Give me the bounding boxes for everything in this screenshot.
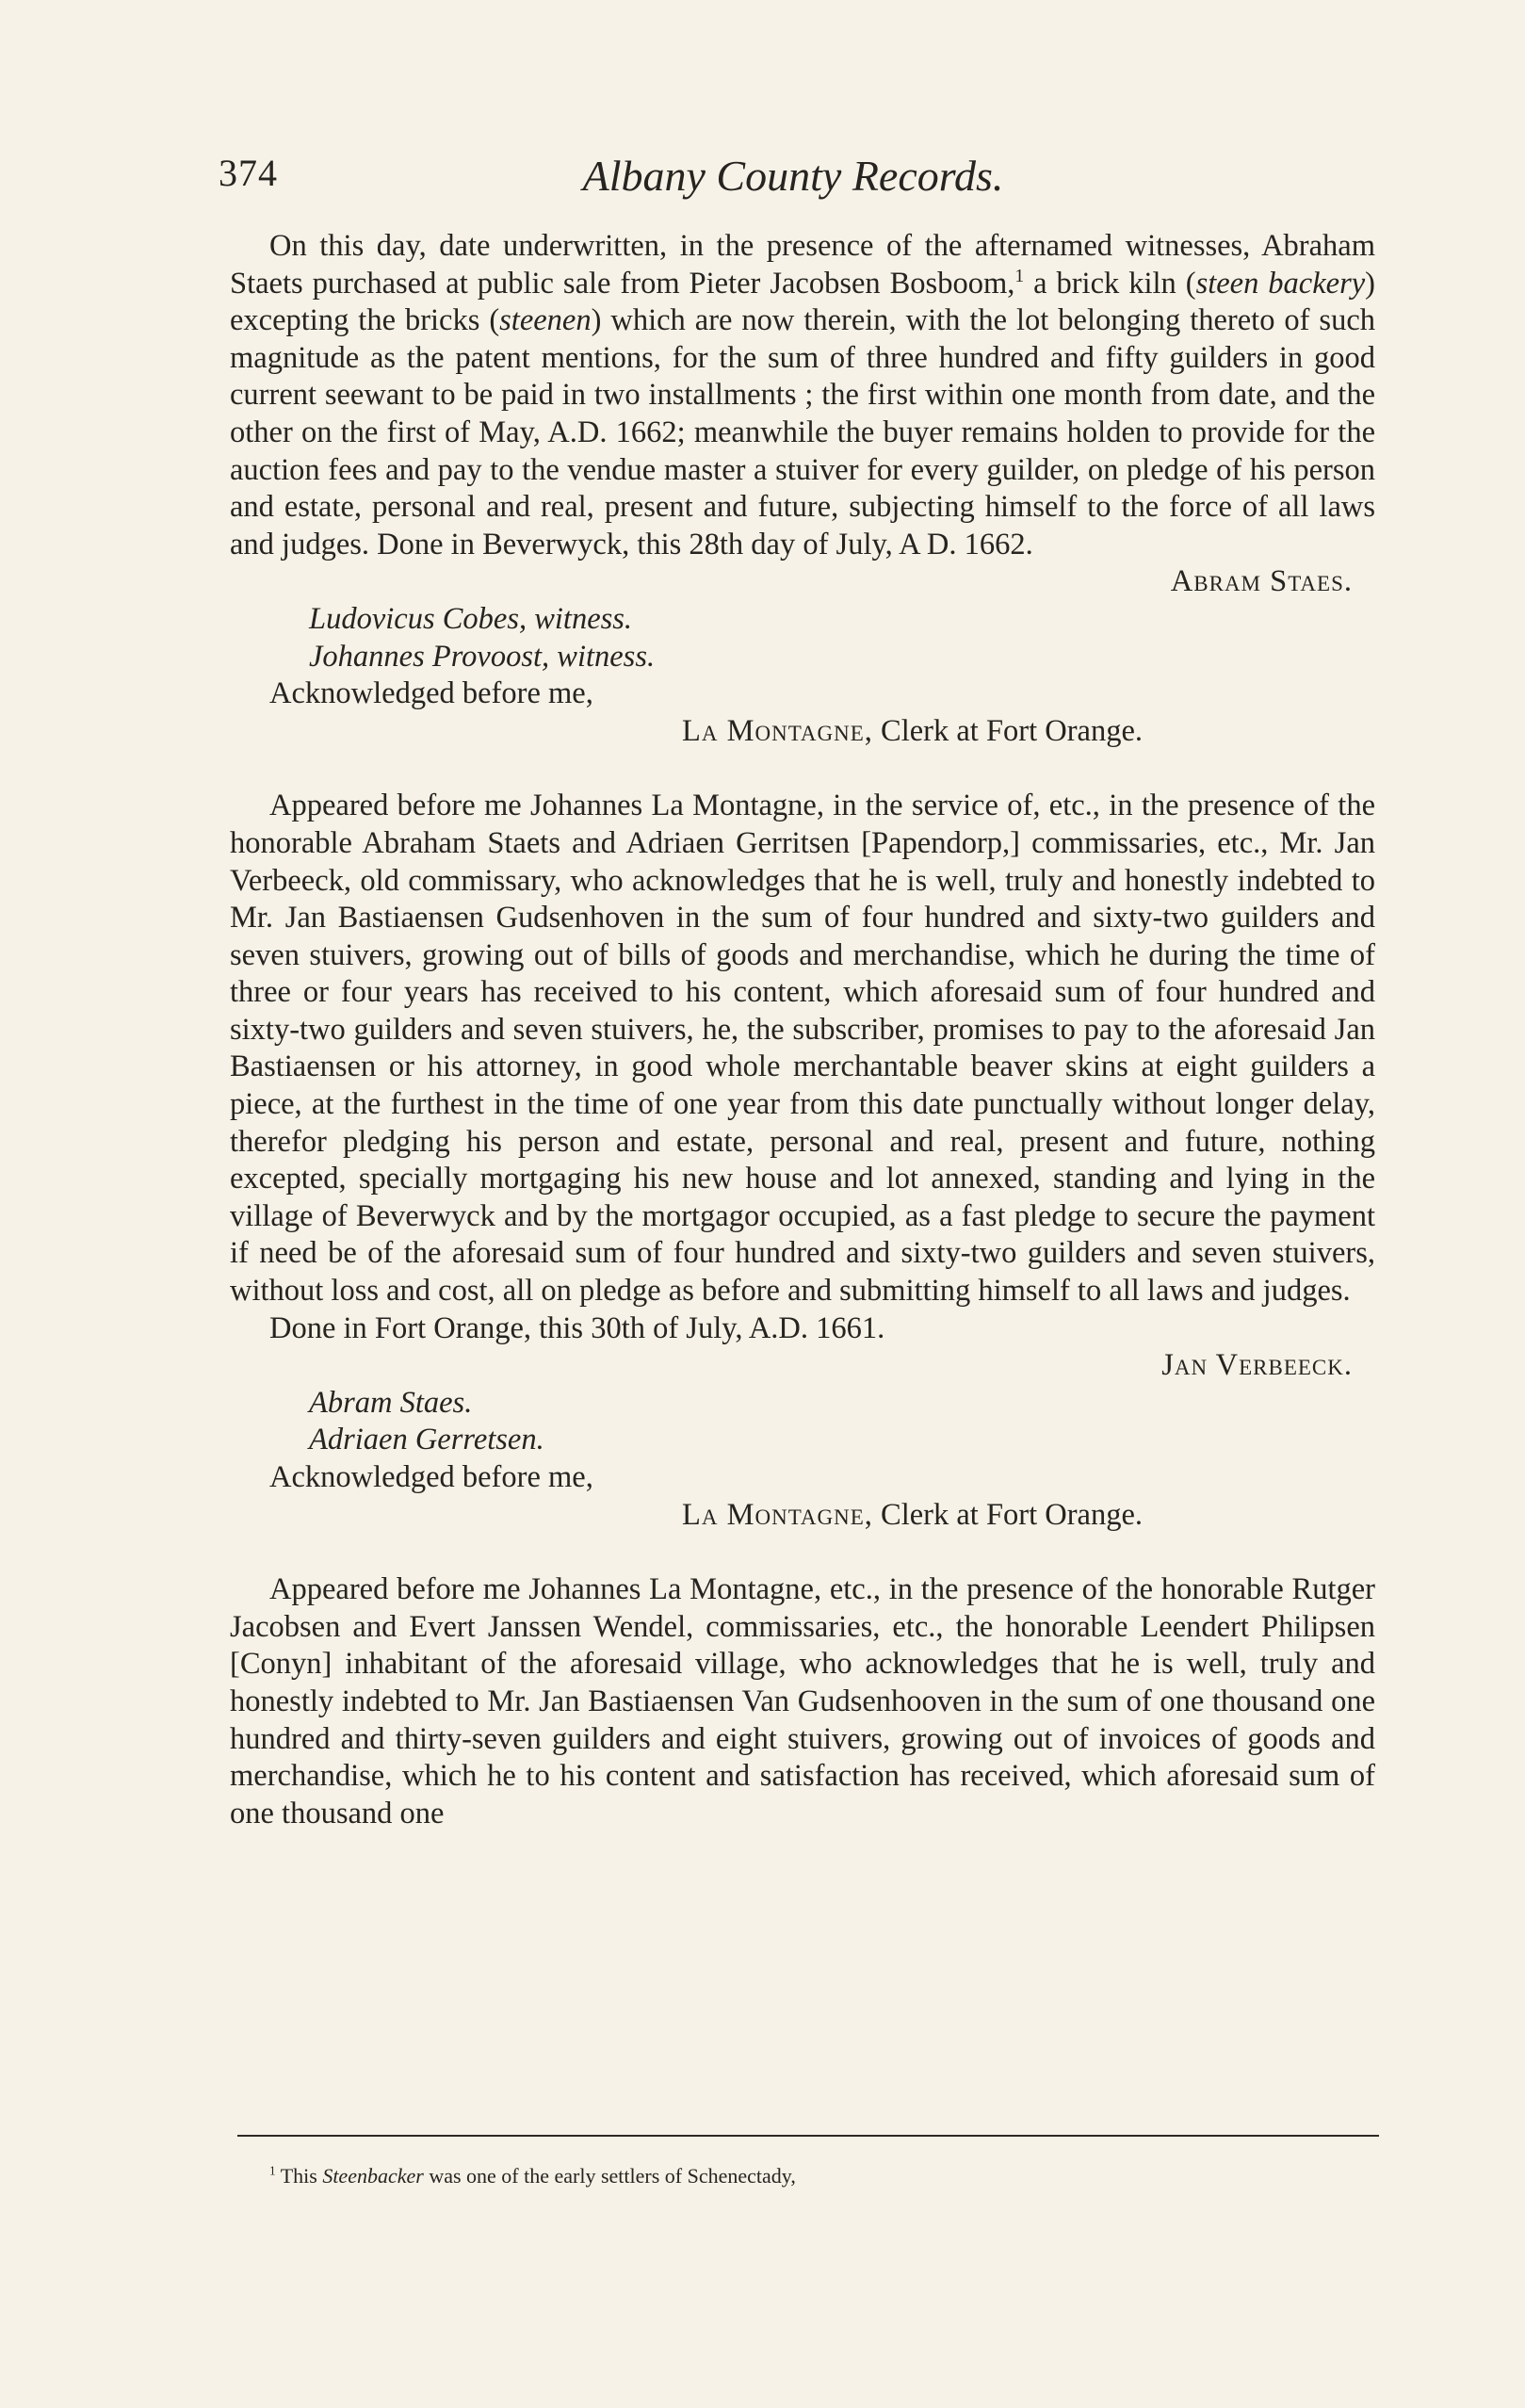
footnote-divider — [237, 2135, 1379, 2137]
footnote-marker: 1 — [269, 2163, 276, 2178]
footnote-reference: 1 — [1014, 266, 1025, 286]
entry1-text-c: ) excepting the bricks ( — [230, 266, 1375, 338]
clerk-title: Clerk at Fort Orange. — [872, 713, 1144, 748]
footnote-text-pre: This — [275, 2164, 323, 2188]
entry2-acknowledged: Acknowledged before me, — [269, 1460, 593, 1494]
section-gap — [230, 750, 1375, 788]
entry1-clerk-line — [682, 713, 1375, 751]
entry1-text-d: ) which are now therein, with the lot belonging thereto of such magnitude as the patent mentions, for the sum of three hundred and fifty guilders in good current seewant to be paid in two installments ; the first within one month from date, and the other on the first of May, A.D. 1662; meanwhile the buyer remains holden to provide for the auction fees and pay to the vendue master a stuiver for every guilder, on pledge of his person and estate, personal and real, present and future, subjecting himself to the force of all laws and judges. Done in Beverwyck, this 28th day of July, A D. 1662. — [230, 303, 1375, 561]
page-number: 374 — [219, 152, 278, 194]
entry3-paragraph: Appeared before me Johannes La Montagne, etc., in the presence of the honorable Rutger Jacobsen and Evert Janssen Wendel, commissaries, etc., the honorable Leendert Philipsen [Conyn] inhabitant of the aforesaid village, who acknowledges that he is well, truly and honestly indebted to Mr. Jan Bastiaensen Van Gudsenhooven in the sum of one thousand one hundred and thirty-seven guilders and eight stuivers, growing out of invoices of goods and merchandise, which he to his content and satisfaction has received, which aforesaid sum of one thousand one — [230, 1572, 1375, 1830]
entry2-paragraph: Appeared before me Johannes La Montagne, in the service of, etc., in the presence of the honorable Abraham Staets and Adriaen Gerritsen [Papendorp,] commissaries, etc., Mr. Jan Verbeeck, old commissary, who acknowledges that he is well, truly and honestly indebted to Mr. Jan Bastiaensen Gudsenhoven in the sum of four hundred and sixty-two guilders and seven stuivers, growing out of bills of goods and merchandise, which he during the time of three or four years has received to his content, which aforesaid sum of four hundred and sixty-two guilders and seven stuivers, he, the subscriber, promises to pay to the aforesaid Jan Bastiaensen or his attorney, in good whole merchantable beaver skins at eight guilders a piece, at the furthest in the time of one year from this date punctually without longer delay, therefor pledging his person and estate, personal and real, present and future, nothing excepted, specially mortgaging his new house and lot annexed, standing and lying in the village of Beverwyck and by the mortgagor occupied, as a fast pledge to secure the payment if need be of the aforesaid sum of four hundred and sixty-two guilders and seven stuivers, without loss and cost, all on pledge as before and submitting himself to all laws and judges. — [230, 789, 1375, 1309]
entry1-text-a: On this day, date underwritten, in the presence of the afternamed witnesses, Abraham Staets purchased at public sale from Pieter Jacobsen Bosboom, — [230, 229, 1375, 301]
entry1-text-b: a brick kiln ( — [1024, 266, 1196, 301]
footnote — [269, 2163, 1353, 2189]
entry2-signature: Jan Verbeeck. — [1161, 1348, 1353, 1383]
section-gap — [230, 1534, 1375, 1571]
entry1-italic-steenen: steenen — [499, 303, 592, 338]
page-header — [219, 151, 1387, 207]
entry2-witness-2: Adriaen Gerretsen. — [309, 1423, 544, 1457]
entry1-signature: Abram Staes. — [1170, 564, 1353, 599]
entry2-done-line: Done in Fort Orange, this 30th of July, A.D. 1661. — [269, 1310, 885, 1345]
body-text — [230, 228, 1375, 1832]
footnote-text-post: was one of the early settlers of Schenectady, — [423, 2164, 796, 2188]
entry1-acknowledged: Acknowledged before me, — [269, 676, 593, 711]
clerk-title: Clerk at Fort Orange. — [872, 1497, 1144, 1532]
entry2-witness-1: Abram Staes. — [309, 1385, 473, 1420]
clerk-name: La Montagne, — [682, 713, 873, 748]
entry1-paragraph — [230, 228, 1375, 563]
footnote-italic: Steenbacker — [322, 2164, 424, 2188]
entry1-witness-1: Ludovicus Cobes, witness. — [309, 601, 633, 636]
entry2-clerk-line — [682, 1497, 1375, 1535]
entry1-italic-steen-backery: steen backery — [1195, 266, 1366, 301]
running-head: Albany County Records. — [582, 152, 1004, 200]
entry1-witness-2: Johannes Provoost, witness. — [309, 639, 656, 674]
clerk-name: La Montagne, — [682, 1497, 873, 1532]
